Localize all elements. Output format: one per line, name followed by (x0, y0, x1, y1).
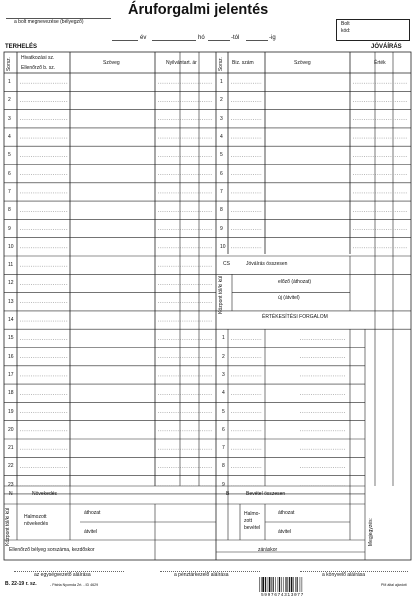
right-kozpont-1: Központ (218, 295, 224, 314)
barcode-bar (289, 577, 290, 592)
left-halmozott-1: Halmozott (24, 514, 47, 520)
left-ellenorzo: Ellenőrző bélyeg sorszáma, kezdőskor (9, 547, 95, 553)
barcode-bar (297, 577, 298, 592)
right-halmozott-3: bevétel (244, 525, 261, 531)
right-bottom-row-number: 4 (222, 390, 225, 397)
right-bottom-row-number: 8 (222, 463, 225, 470)
right-megjegyzes: Megjegyzés: (368, 518, 374, 547)
right-ertekesitesi: ÉRTÉKESÍTÉSI FORGALOM (262, 314, 328, 320)
right-bottom-row-number: 2 (222, 353, 225, 360)
right-elozo: előző (áthozat) (278, 279, 312, 285)
left-row-number: 23 (8, 481, 14, 488)
left-col-ref-1: Hivatkozási sz. (21, 55, 55, 61)
left-row-number: 19 (8, 408, 14, 415)
left-kozpont-1: Központ (5, 527, 11, 546)
section-terheles: TERHELÉS (5, 44, 38, 50)
barcode-bar (278, 577, 279, 592)
side-note: PM által ajánlott (381, 583, 407, 587)
right-kozpont (219, 276, 224, 314)
right-zaraskor: záráskor (258, 547, 278, 553)
right-row-number: 8 (220, 207, 223, 214)
left-row-number: 18 (8, 390, 14, 397)
left-col-text: Szöveg (103, 60, 120, 66)
right-row-number: 9 (220, 225, 223, 232)
right-atvitel: átvitel (278, 529, 292, 535)
left-row-number: 2 (8, 97, 11, 104)
barcode-bar (285, 577, 286, 592)
right-col-text: Szöveg (294, 60, 311, 66)
right-row-number: 7 (220, 188, 223, 195)
left-row-number: 3 (8, 115, 11, 122)
barcode-bar (265, 577, 266, 592)
left-atvitel: átvitel (84, 529, 98, 535)
left-athozat: áthozat (84, 510, 101, 516)
barcode-bar (302, 577, 303, 592)
barcode-bar (267, 577, 268, 592)
left-row-number: 10 (8, 243, 14, 250)
left-row-number: 4 (8, 134, 11, 141)
left-row-number: 17 (8, 371, 14, 378)
barcode-bar (283, 577, 284, 592)
sig-label-2: a pénztárkezelő aláírása (174, 572, 229, 578)
right-row-number: 6 (220, 170, 223, 177)
left-kozpont-2: tól/ki kül (5, 508, 11, 527)
right-row-number: 4 (220, 134, 223, 141)
right-row-number: 3 (220, 115, 223, 122)
form-code: B. 22-19 r. sz. (5, 581, 37, 587)
right-bottom-row-number: 6 (222, 426, 225, 433)
to-label: -ig (269, 35, 276, 41)
left-row-number: 13 (8, 298, 14, 305)
right-kozpont-2: tól/ki kül (218, 276, 224, 295)
right-col-value: Érték (374, 60, 386, 66)
left-col-sorsz: Sorsz. (6, 57, 12, 72)
left-row-number: 12 (8, 280, 14, 287)
right-bottom-row-number: 3 (222, 371, 225, 378)
left-row-number: 7 (8, 188, 11, 195)
barcode-bar (293, 577, 294, 592)
barcode-bar (295, 577, 296, 592)
right-bottom-row-number: 7 (222, 445, 225, 452)
left-row-number: 11 (8, 262, 14, 269)
left-row-number: 5 (8, 152, 11, 159)
month-label: hó (198, 35, 205, 41)
left-row-number: 22 (8, 463, 14, 470)
barcode-bar (273, 577, 274, 592)
left-n-label: N (9, 491, 13, 497)
barcode-bar (259, 577, 260, 592)
barcode-bar (262, 577, 264, 592)
right-col-sorsz: Sorsz. (218, 57, 224, 72)
left-row-number: 14 (8, 317, 14, 324)
from-label: -tól (231, 35, 240, 41)
barcode-bar (281, 577, 282, 592)
left-row-number: 15 (8, 335, 14, 342)
left-row-number: 8 (8, 207, 11, 214)
sig-label-1: az egységvezető aláírása (34, 572, 91, 578)
right-bottom-row-number: 5 (222, 408, 225, 415)
barcode-bar (275, 577, 276, 592)
page-title: Áruforgalmi jelentés (128, 2, 269, 18)
barcode-bar (271, 577, 272, 592)
left-row-number: 9 (8, 225, 11, 232)
right-row-number: 1 (220, 79, 223, 86)
barcode-bar (269, 577, 271, 592)
left-row-number: 1 (8, 79, 11, 86)
right-jovairas-osszesen: Jóváírás összesen (246, 261, 288, 267)
left-col-ref-2: Ellenőrző b. sz. (21, 65, 56, 71)
publisher: - Pátria Nyomda Zrt. - ID 4629 (50, 583, 99, 587)
store-name-label: a bolt megnevezése (bélyegző) (14, 19, 84, 25)
left-row-number: 20 (8, 426, 14, 433)
right-col-biz: Biz. szám (232, 60, 254, 66)
barcode-bar (287, 577, 288, 592)
left-row-number: 16 (8, 353, 14, 360)
right-row-number: 5 (220, 152, 223, 159)
barcode-bar (291, 577, 293, 592)
right-b-label: B (226, 491, 230, 497)
right-row-number: 10 (220, 243, 226, 250)
left-halmozott-2: növekedés (24, 521, 49, 527)
right-uj: új (átvitel) (278, 295, 300, 301)
right-athozat: áthozat (278, 510, 295, 516)
store-code-bolt: Bolt (341, 21, 350, 27)
left-col-price: Nyilvántart. ár (166, 60, 197, 66)
store-code-kod: kód: (341, 28, 351, 34)
right-halmozott-2: zott (244, 518, 253, 524)
barcode-bar (300, 577, 301, 592)
left-kozpont (6, 508, 11, 546)
barcode-bar (261, 577, 262, 592)
left-row-number: 21 (8, 445, 14, 452)
left-novekedes: Növekedés (32, 491, 58, 497)
year-label: év (140, 35, 147, 41)
barcode-bar (279, 577, 280, 592)
right-bottom-row-number: 1 (222, 335, 225, 342)
barcode (258, 577, 316, 594)
right-bevetel-osszesen: Bevétel összesen (246, 491, 286, 497)
right-bottom-row-number: 9 (222, 481, 225, 488)
right-cs-label: CS (223, 261, 230, 267)
barcode-number: 5997674313077 (261, 593, 304, 598)
section-jovairas: JÓVÁÍRÁS (371, 44, 402, 50)
left-row-number: 6 (8, 170, 11, 177)
sig-label-3: a könyvelő aláírása (322, 572, 366, 578)
right-row-number: 2 (220, 97, 223, 104)
right-halmozott-1: Halmo- (244, 511, 261, 517)
